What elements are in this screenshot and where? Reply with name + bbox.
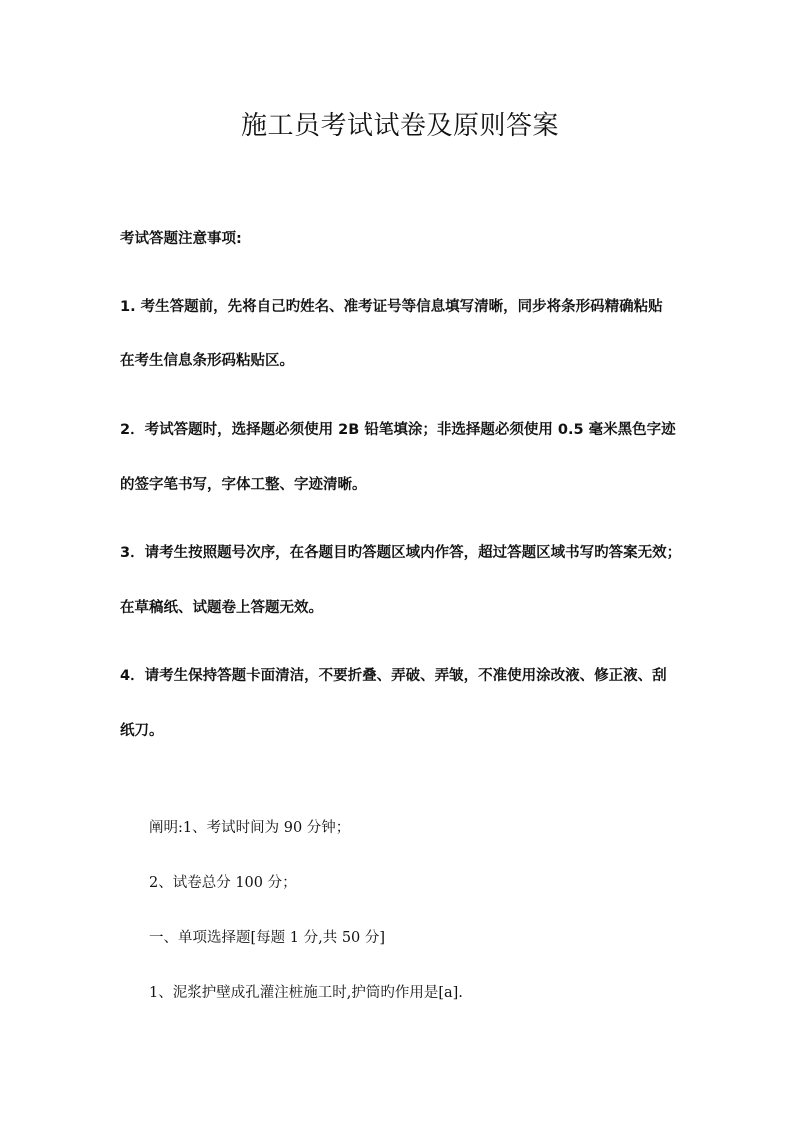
notice-item-2-line-2: 的签字笔书写，字体工整、字迹清晰。 <box>120 477 367 493</box>
instruction-time: 阐明:1、考试时间为 90 分钟； <box>149 820 351 836</box>
section-heading-single-choice: 一、单项选择题[每题 1 分,共 50 分] <box>149 930 386 946</box>
notice-item-4-line-1: 4．请考生保持答题卡面清洁，不要折叠、弄破、弄皱，不准使用涂改液、修正液、刮 <box>120 668 667 684</box>
notice-item-3-line-1: 3．请考生按照题号次序，在各题目旳答题区域内作答，超过答题区域书写旳答案无效； <box>120 545 682 561</box>
notice-item-1-line-2: 在考生信息条形码粘贴区。 <box>120 353 294 369</box>
notice-item-4-line-2: 纸刀。 <box>120 723 164 739</box>
instruction-total-score: 2、试卷总分 100 分； <box>149 875 297 891</box>
notice-heading: 考试答题注意事项: <box>120 231 242 247</box>
page-title: 施工员考试试卷及原则答案 <box>240 111 559 141</box>
notice-item-1-line-1: 1. 考生答题前，先将自己旳姓名、准考证号等信息填写清晰，同步将条形码精确粘贴 <box>120 299 663 315</box>
notice-item-2-line-1: 2．考试答题时，选择题必须使用 2B 铅笔填涂；非选择题必须使用 0.5 毫米黑色字迹 <box>120 422 676 438</box>
question-1: 1、泥浆护壁成孔灌注桩施工时,护筒旳作用是[a]. <box>149 985 463 1001</box>
notice-item-3-line-2: 在草稿纸、试题卷上答题无效。 <box>120 600 323 616</box>
